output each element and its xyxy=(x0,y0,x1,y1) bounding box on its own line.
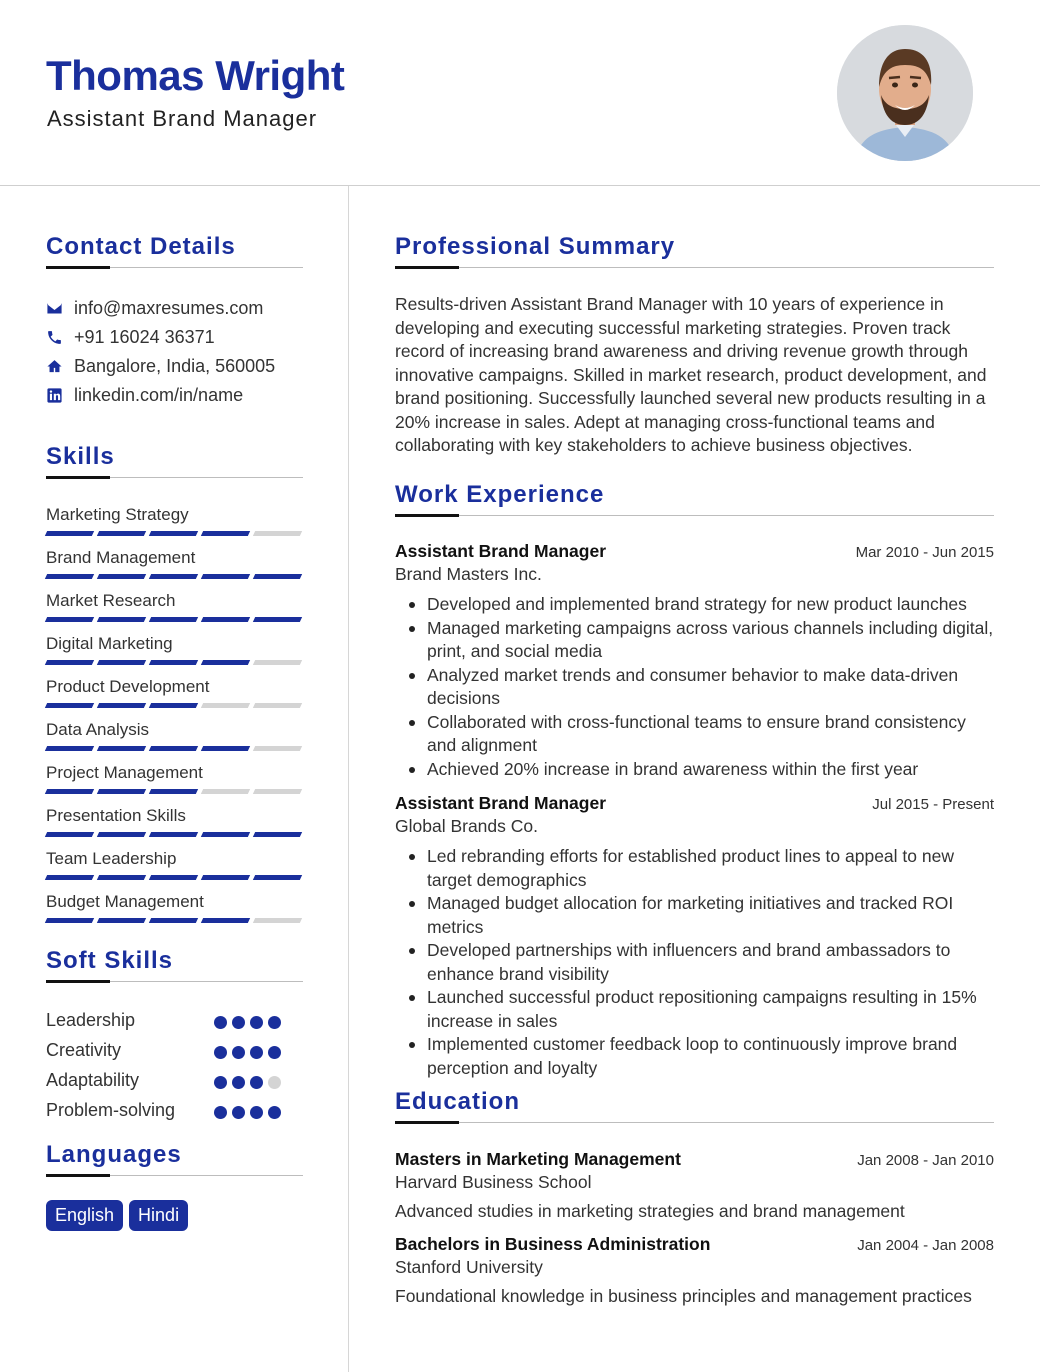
skill-label: Team Leadership xyxy=(46,849,177,868)
experience-section xyxy=(395,481,994,1080)
skill-row xyxy=(46,718,303,761)
skill-level-segment xyxy=(201,617,250,622)
job-title: Assistant Brand Manager xyxy=(395,541,607,561)
degree-title: Masters in Marketing Management xyxy=(395,1149,681,1169)
skill-level-segment xyxy=(97,703,146,708)
skill-label: Market Research xyxy=(46,591,176,610)
skills-section xyxy=(46,443,303,933)
contact-list xyxy=(46,294,303,410)
list-item: Collaborated with cross-functional teams to ensure brand consistency and alignment xyxy=(409,711,994,758)
rating-dot xyxy=(250,1016,263,1029)
section-rule xyxy=(395,267,994,269)
list-item: Launched successful product repositioning campaigns resulting in 15% increase in sales xyxy=(409,986,994,1033)
skill-level-segment xyxy=(201,918,250,923)
section-rule xyxy=(395,1122,994,1124)
skill-level-segment xyxy=(201,660,250,665)
soft-skills-heading: Soft Skills xyxy=(46,947,174,974)
soft-skill-row xyxy=(46,1068,303,1098)
rating-dot xyxy=(268,1106,281,1119)
skill-level-bar xyxy=(46,875,301,880)
contact-phone[interactable] xyxy=(46,323,303,352)
skill-level-bar xyxy=(46,617,301,622)
job-company: Brand Masters Inc. xyxy=(395,564,542,584)
contact-location xyxy=(46,352,303,381)
section-rule xyxy=(395,515,994,517)
soft-skills-list xyxy=(46,1008,303,1128)
language-badges xyxy=(46,1200,303,1231)
job-dates: Mar 2010 - Jun 2015 xyxy=(855,544,994,561)
skill-level-segment xyxy=(97,789,146,794)
skill-level-bar xyxy=(46,789,301,794)
rating-dot xyxy=(268,1046,281,1059)
skill-level-segment xyxy=(97,875,146,880)
rating-dot xyxy=(268,1016,281,1029)
skill-level-segment xyxy=(201,574,250,579)
skill-level-segment xyxy=(149,574,198,579)
skill-level-segment xyxy=(149,832,198,837)
education-entry xyxy=(395,1149,994,1224)
job-bullets xyxy=(395,593,994,781)
education-dates: Jan 2008 - Jan 2010 xyxy=(857,1152,994,1169)
job-dates: Jul 2015 - Present xyxy=(872,796,994,813)
skill-level-segment xyxy=(97,746,146,751)
skill-level-segment xyxy=(97,918,146,923)
soft-skill-rating xyxy=(214,1076,281,1089)
skill-level-segment xyxy=(45,789,94,794)
job-bullets xyxy=(395,845,994,1080)
skill-level-segment xyxy=(253,531,302,536)
education-description: Advanced studies in marketing strategies and brand management xyxy=(395,1201,905,1221)
envelope-icon xyxy=(46,300,74,317)
education-dates: Jan 2004 - Jan 2008 xyxy=(857,1236,994,1254)
section-rule xyxy=(46,981,303,983)
education-heading: Education xyxy=(395,1088,521,1115)
soft-skill-rating xyxy=(214,1016,281,1029)
skill-level-segment xyxy=(45,531,94,536)
job-company: Global Brands Co. xyxy=(395,816,538,836)
skill-level-segment xyxy=(253,574,302,579)
skill-level-segment xyxy=(45,832,94,837)
school-name: Harvard Business School xyxy=(395,1172,592,1192)
education-section xyxy=(395,1088,994,1308)
skill-level-segment xyxy=(45,660,94,665)
skill-label: Budget Management xyxy=(46,892,204,911)
resume-header xyxy=(0,0,1040,186)
rating-dot xyxy=(250,1046,263,1059)
skill-row xyxy=(46,804,303,847)
skill-level-segment xyxy=(97,531,146,536)
skill-label: Brand Management xyxy=(46,548,196,567)
skill-row xyxy=(46,847,303,890)
job-entry xyxy=(395,793,994,1080)
skill-level-segment xyxy=(149,703,198,708)
contact-heading: Contact Details xyxy=(46,233,236,260)
job-title: Assistant Brand Manager xyxy=(395,793,607,813)
skill-level-segment xyxy=(253,918,302,923)
skill-level-segment xyxy=(149,660,198,665)
skill-level-segment xyxy=(201,531,250,536)
summary-section xyxy=(395,233,994,458)
soft-skill-label: Problem-solving xyxy=(46,1100,176,1120)
skill-row xyxy=(46,589,303,632)
skill-level-segment xyxy=(253,617,302,622)
languages-heading: Languages xyxy=(46,1141,182,1168)
skill-level-segment xyxy=(97,617,146,622)
list-item: Led rebranding efforts for established product lines to appeal to new target demographics xyxy=(409,845,994,892)
contact-email-text: info@maxresumes.com xyxy=(74,298,264,318)
degree-title: Bachelors in Business Administration xyxy=(395,1233,711,1254)
soft-skill-rating xyxy=(214,1106,281,1119)
skill-row xyxy=(46,890,303,933)
skill-level-segment xyxy=(149,531,198,536)
rating-dot xyxy=(214,1046,227,1059)
skill-level-segment xyxy=(45,875,94,880)
avatar xyxy=(837,25,973,161)
skill-level-segment xyxy=(45,746,94,751)
contact-section xyxy=(46,233,303,410)
skill-label: Data Analysis xyxy=(46,720,149,739)
contact-location-text: Bangalore, India, 560005 xyxy=(74,356,276,376)
skill-level-bar xyxy=(46,918,301,923)
column-divider xyxy=(348,186,349,1372)
languages-section xyxy=(46,1141,303,1231)
skill-level-segment xyxy=(97,832,146,837)
contact-email[interactable] xyxy=(46,294,303,323)
rating-dot xyxy=(214,1106,227,1119)
linkedin-icon xyxy=(46,387,74,404)
contact-phone-text: +91 16024 36371 xyxy=(74,327,215,347)
rating-dot xyxy=(232,1106,245,1119)
skill-row xyxy=(46,546,303,589)
soft-skill-label: Adaptability xyxy=(46,1070,140,1090)
rating-dot xyxy=(214,1016,227,1029)
rating-dot xyxy=(214,1076,227,1089)
skills-list xyxy=(46,503,303,933)
education-entry xyxy=(395,1234,994,1309)
language-badge: Hindi xyxy=(129,1200,188,1231)
soft-skill-row xyxy=(46,1038,303,1068)
skill-level-segment xyxy=(201,746,250,751)
skill-level-segment xyxy=(253,703,302,708)
skill-label: Marketing Strategy xyxy=(46,505,189,524)
contact-linkedin-text: linkedin.com/in/name xyxy=(74,385,244,405)
candidate-title: Assistant Brand Manager xyxy=(47,106,318,131)
soft-skill-label: Creativity xyxy=(46,1040,122,1060)
list-item: Developed and implemented brand strategy for new product launches xyxy=(409,593,994,617)
candidate-name: Thomas Wright xyxy=(46,52,345,99)
list-item: Achieved 20% increase in brand awareness within the first year xyxy=(409,758,994,782)
soft-skill-label: Leadership xyxy=(46,1010,136,1030)
skill-label: Presentation Skills xyxy=(46,806,186,825)
skill-label: Project Management xyxy=(46,763,203,782)
skill-level-bar xyxy=(46,574,301,579)
skill-label: Digital Marketing xyxy=(46,634,173,653)
skill-row xyxy=(46,675,303,718)
skill-row xyxy=(46,503,303,546)
rating-dot xyxy=(250,1106,263,1119)
list-item: Managed budget allocation for marketing initiatives and tracked ROI metrics xyxy=(409,892,994,939)
rating-dot xyxy=(232,1046,245,1059)
skill-level-bar xyxy=(46,660,301,665)
rating-dot xyxy=(232,1016,245,1029)
skill-label: Product Development xyxy=(46,677,210,696)
skill-level-bar xyxy=(46,703,301,708)
soft-skill-row xyxy=(46,1098,303,1128)
soft-skill-row xyxy=(46,1008,303,1038)
home-icon xyxy=(46,358,74,375)
skill-level-bar xyxy=(46,832,301,837)
list-item: Managed marketing campaigns across various channels including digital, print, and social media xyxy=(409,617,994,664)
phone-icon xyxy=(46,329,74,346)
skill-level-segment xyxy=(149,875,198,880)
profile-photo xyxy=(837,25,973,161)
skill-row xyxy=(46,761,303,804)
skill-row xyxy=(46,632,303,675)
skill-level-segment xyxy=(97,660,146,665)
rating-dot xyxy=(232,1076,245,1089)
education-description: Foundational knowledge in business principles and management practices xyxy=(395,1285,972,1306)
skill-level-segment xyxy=(201,875,250,880)
skill-level-segment xyxy=(201,832,250,837)
list-item: Implemented customer feedback loop to continuously improve brand perception and loyalty xyxy=(409,1033,994,1080)
experience-heading: Work Experience xyxy=(395,481,605,508)
skill-level-segment xyxy=(149,617,198,622)
skill-level-segment xyxy=(201,789,250,794)
skill-level-segment xyxy=(45,574,94,579)
skill-level-segment xyxy=(253,789,302,794)
soft-skills-section xyxy=(46,947,303,1128)
contact-linkedin[interactable] xyxy=(46,381,303,410)
skill-level-segment xyxy=(253,875,302,880)
summary-text: Results-driven Assistant Brand Manager with 10 years of experience in developing and executing successful marketing strategies. Proven track record of increasing brand awareness and driving revenue growth through innovative campaigns. Skilled in market research, product development, and brand positioning. Successfully launched several new products resulting in a 20% increase in sales. Adept at managing cross-functional teams and collaborating with key stakeholders to achieve business objectives. xyxy=(395,294,987,455)
language-badge: English xyxy=(46,1200,123,1231)
list-item: Analyzed market trends and consumer behavior to make data-driven decisions xyxy=(409,664,994,711)
skills-heading: Skills xyxy=(46,443,115,470)
skill-level-segment xyxy=(97,574,146,579)
skill-level-segment xyxy=(149,746,198,751)
skill-level-segment xyxy=(253,746,302,751)
section-rule xyxy=(46,477,303,479)
skill-level-bar xyxy=(46,531,301,536)
skill-level-segment xyxy=(45,617,94,622)
skill-level-segment xyxy=(201,703,250,708)
skill-level-segment xyxy=(253,660,302,665)
school-name: Stanford University xyxy=(395,1256,543,1277)
summary-heading: Professional Summary xyxy=(395,233,676,260)
rating-dot xyxy=(268,1076,281,1089)
skill-level-segment xyxy=(253,832,302,837)
job-entry xyxy=(395,541,994,781)
soft-skill-rating xyxy=(214,1046,281,1059)
rating-dot xyxy=(250,1076,263,1089)
skill-level-segment xyxy=(149,789,198,794)
section-rule xyxy=(46,1175,303,1177)
skill-level-segment xyxy=(149,918,198,923)
list-item: Developed partnerships with influencers and brand ambassadors to enhance brand visibility xyxy=(409,939,994,986)
skill-level-segment xyxy=(45,918,94,923)
section-rule xyxy=(46,267,303,269)
skill-level-bar xyxy=(46,746,301,751)
skill-level-segment xyxy=(45,703,94,708)
